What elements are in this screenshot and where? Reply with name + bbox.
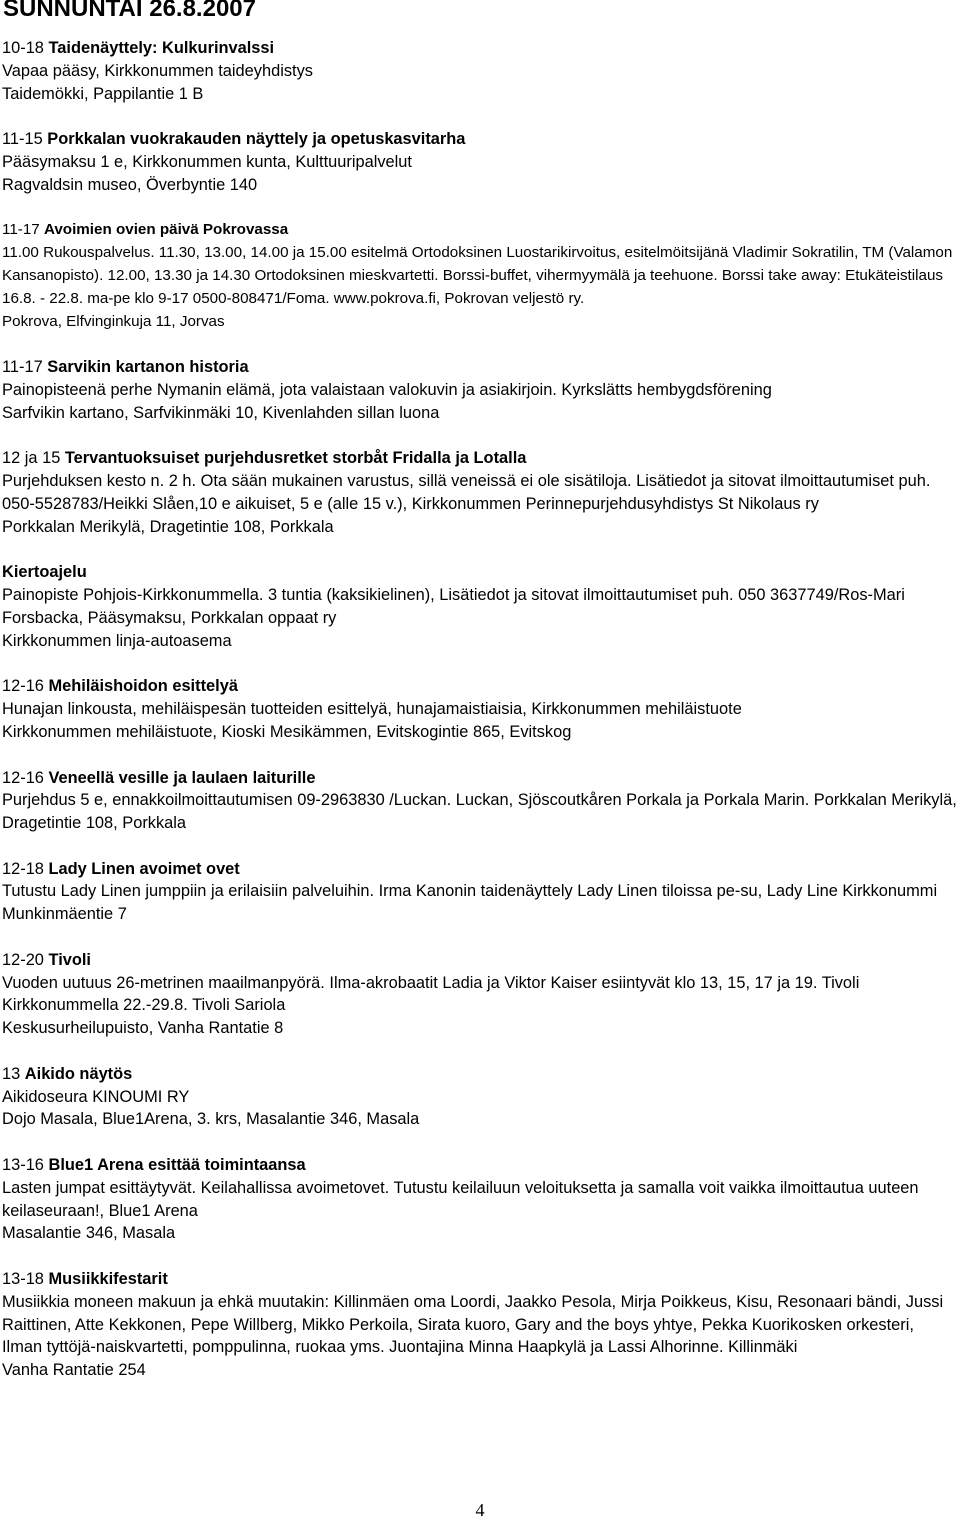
event-detail-line: Munkinmäentie 7 <box>2 905 127 924</box>
event-item <box>2 767 957 835</box>
event-time: 12-16 <box>2 677 44 696</box>
event-description: 11.00 Rukouspalvelus. 11.30, 13.00, 14.00 ja 15.00 esitelmä Ortodoksinen Luostarikirvoitus, esitelmöitsijänä Vladimir Sokratilin, TM (Valamon Kansanopisto). 12.00, 13.30 ja 14.30 Ortodoksinen mieskvartetti. Borssi-buffet, vihermyymälä ja teehuone. Borssi take away: Etukäteistilaus 16.8. - 22.8. ma-pe klo 9-17 0500-808471/Foma. www.pokrova.fi, Pokrovan veljestö ry. <box>2 244 953 307</box>
event-title: Aikido näytös <box>24 1064 133 1083</box>
event-title: Musiikkifestarit <box>48 1270 168 1289</box>
event-detail-line: Pääsymaksu 1 e, Kirkkonummen kunta, Kulttuuripalvelut <box>2 152 412 171</box>
event-time: 11-15 <box>2 130 43 149</box>
event-time: 11-17 <box>2 358 43 377</box>
event-time: 12 ja 15 <box>2 449 61 468</box>
event-title: Lady Linen avoimet ovet <box>48 859 240 878</box>
event-heading <box>2 1063 957 1086</box>
event-item <box>2 128 957 196</box>
event-title: Veneellä vesille ja laulaen laiturille <box>48 768 316 787</box>
event-item <box>2 1268 957 1382</box>
event-detail-line: Vapaa pääsy, Kirkkonummen taideyhdistys <box>2 61 313 80</box>
event-list <box>2 37 957 1405</box>
page-number: 4 <box>475 1500 485 1520</box>
event-item <box>2 1154 957 1245</box>
event-heading <box>2 675 957 698</box>
event-item <box>2 561 957 652</box>
event-title: Tivoli <box>48 950 91 969</box>
event-time: 12-20 <box>2 950 44 969</box>
event-item <box>2 447 957 538</box>
event-detail-line: Hunajan linkousta, mehiläispesän tuotteiden esittelyä, hunajamaistiaisia, Kirkkonummen mehiläistuote <box>2 700 742 719</box>
event-description: Tutustu Lady Linen jumppiin ja erilaisiin palveluihin. Irma Kanonin taidenäyttely Lady Linen tiloissa pe-su, Lady Line Kirkkonummi <box>2 882 938 901</box>
event-detail-line: Sarfvikin kartano, Sarfvikinmäki 10, Kivenlahden sillan luona <box>2 403 440 422</box>
event-time: 13-16 <box>2 1156 44 1175</box>
event-detail-line: Ragvaldsin museo, Överbyntie 140 <box>2 175 258 194</box>
event-time: 12-16 <box>2 768 44 787</box>
event-title: Avoimien ovien päivä Pokrovassa <box>43 221 289 239</box>
event-time: 10-18 <box>2 39 44 57</box>
event-description: Purjehdus 5 e, ennakkoilmoittautumisen 09-2963830 /Luckan. Luckan, Sjöscoutkåren Porkala ja Porkala Marin. Porkkalan Merikylä, Dragetintie 108, Porkkala <box>2 791 957 833</box>
event-time: 13 <box>2 1064 21 1083</box>
event-heading <box>2 128 957 151</box>
event-heading <box>2 219 957 242</box>
event-description: Vuoden uutuus 26-metrinen maailmanpyörä. Ilma-akrobaatit Ladia ja Viktor Kaiser esiintyvät klo 13, 15, 17 ja 19. Tivoli Kirkkonummella 22.-29.8. Tivoli Sariola <box>2 973 860 1015</box>
event-detail-line: Pokrova, Elfvinginkuja 11, Jorvas <box>2 312 225 330</box>
event-detail-line: Painopisteenä perhe Nymanin elämä, jota valaistaan valokuvin ja asiakirjoin. Kyrkslätts hembygdsförening <box>2 380 772 399</box>
event-time: 11-17 <box>2 221 40 239</box>
event-heading <box>2 561 957 584</box>
event-heading <box>2 356 957 379</box>
event-description: Painopiste Pohjois-Kirkkonummella. 3 tuntia (kaksikielinen), Lisätiedot ja sitovat ilmoittautumiset puh. 050 3637749/Ros-Mari Forsbacka, Pääsymaksu, Porkkalan oppaat ry <box>2 586 905 627</box>
event-item <box>2 949 957 1040</box>
event-heading <box>2 1154 957 1177</box>
event-heading <box>2 1268 957 1291</box>
event-description: Lasten jumpat esittäytyvät. Keilahallissa avoimetovet. Tutustu keilailuun veloituksetta ja samalla voit vaikka ilmoittautua uuteen keilaseuraan!, Blue1 Arena <box>2 1178 919 1220</box>
event-title: Kiertoajelu <box>2 563 87 582</box>
event-title: Taidenäyttely: Kulkurinvalssi <box>48 39 275 57</box>
event-detail-line: Kirkkonummen mehiläistuote, Kioski Mesikämmen, Evitskogintie 865, Evitskog <box>2 722 572 741</box>
event-heading <box>2 767 957 790</box>
event-item <box>2 219 957 333</box>
event-detail-line: Vanha Rantatie 254 <box>2 1361 146 1380</box>
event-description: Musiikkia moneen makuun ja ehkä muutakin: Killinmäen oma Loordi, Jaakko Pesola, Mirja Poikkeus, Kisu, Resonaari bändi, Jussi Raittinen, Atte Kekkonen, Pepe Willberg, Mikko Perkoila, Sirata kuoro, Gary and the boys yhtye, Pekka Kuorikosken orkesteri, Ilman tyttöjä-naiskvartetti, pomppulinna, ruokaa yms. Juontajina Minna Haapkylä ja Lassi Alhorinne. Killinmäki <box>2 1292 944 1357</box>
event-item <box>2 37 957 105</box>
event-heading <box>2 949 957 972</box>
event-title: Mehiläishoidon esittelyä <box>48 677 238 696</box>
event-detail-line: Taidemökki, Pappilantie 1 B <box>2 84 204 103</box>
event-item <box>2 356 957 424</box>
event-heading <box>2 447 957 470</box>
event-description: Purjehduksen kesto n. 2 h. Ota sään mukainen varustus, sillä veneissä ei ole sisätiloja. Lisätiedot ja sitovat ilmoittautumiset puh. 050-5528783/Heikki Slåen,10 e aikuiset, 5 e (alle 15 v.), Kirkkonummen Perinnepurjehdusyhdistys St Nikolaus ry <box>2 472 931 513</box>
event-title: Blue1 Arena esittää toimintaansa <box>48 1156 306 1175</box>
event-time: 13-18 <box>2 1270 44 1289</box>
event-title: Porkkalan vuokrakauden näyttely ja opetuskasvitarha <box>47 130 466 149</box>
event-detail-line: Porkkalan Merikylä, Dragetintie 108, Porkkala <box>2 517 334 536</box>
event-detail-line: Masalantie 346, Masala <box>2 1224 176 1243</box>
event-detail-line: Kirkkonummen linja-autoasema <box>2 631 232 650</box>
event-time: 12-18 <box>2 859 44 878</box>
event-heading <box>2 37 957 60</box>
event-item <box>2 675 957 743</box>
event-heading <box>2 858 957 881</box>
event-detail-line: Keskusurheilupuisto, Vanha Rantatie 8 <box>2 1019 284 1038</box>
page-title: SUNNUNTAI 26.8.2007 <box>3 0 256 22</box>
event-item <box>2 858 957 926</box>
event-title: Sarvikin kartanon historia <box>47 358 249 377</box>
event-detail-line: Aikidoseura KINOUMI RY <box>2 1087 190 1106</box>
event-title: Tervantuoksuiset purjehdusretket storbåt Fridalla ja Lotalla <box>64 449 527 468</box>
event-item <box>2 1063 957 1131</box>
event-detail-line: Dojo Masala, Blue1Arena, 3. krs, Masalantie 346, Masala <box>2 1110 420 1129</box>
